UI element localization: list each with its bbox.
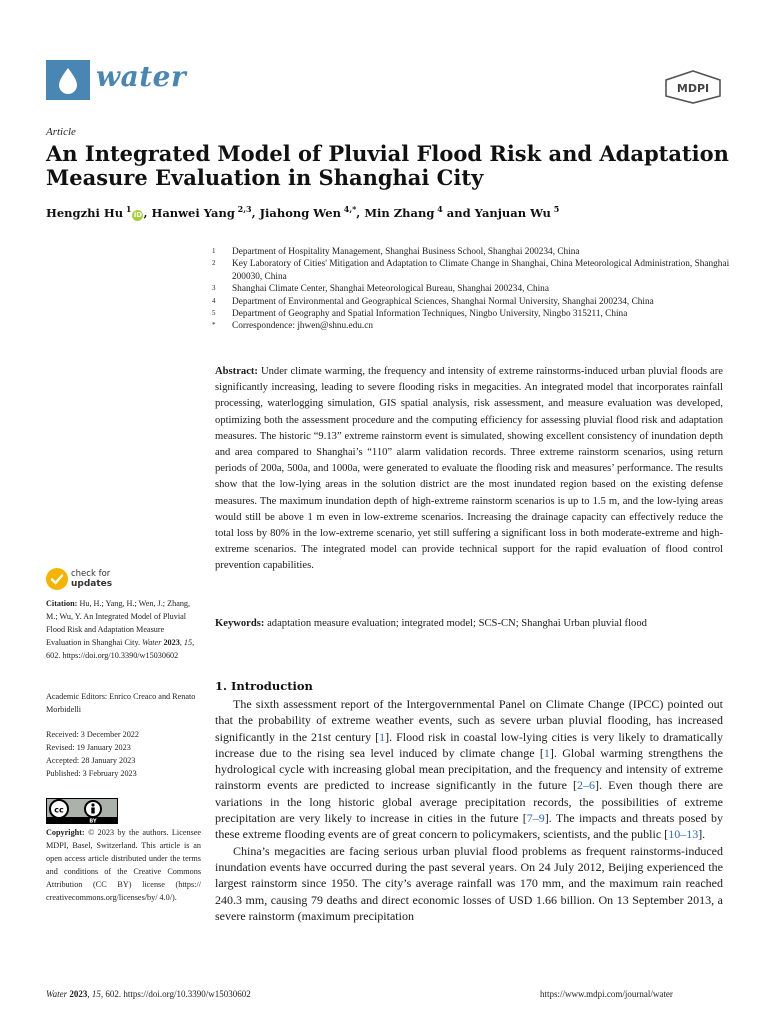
title-line: An Integrated Model of Pluvial Flood Risk and Adaptation [46,141,729,166]
citation-text: Hu, H.; Yang, H.; Wen, J.; Zhang, M.; Wu, Y. An Integrated Model of Pluvial Flood Risk and Adaptation Measure Evaluation in Shanghai City. [46,599,191,647]
abstract-label: Abstract: [215,366,258,377]
copyright-notice [46,826,201,904]
title-line: Measure Evaluation in Shanghai City [46,165,484,190]
citation-volume: 15 [183,638,193,647]
keywords-text: adaptation measure evaluation; integrated model; SCS-CN; Shanghai Urban pluvial flood [267,618,647,629]
citation-label: Citation: [46,599,78,608]
publication-dates [46,728,201,780]
affiliation-item [212,320,732,332]
keywords-label: Keywords: [215,618,265,629]
published-date: Published: 3 February 2023 [46,769,137,778]
journal-logo [46,60,90,100]
received-date: Received: 3 December 2022 [46,730,139,739]
citation-year: 2023 [163,638,180,647]
journal-name: water [96,60,187,93]
license-badge-label: BY [89,818,97,824]
copyright-label: Copyright: [46,828,85,837]
accepted-date: Accepted: 28 January 2023 [46,756,136,765]
revised-date: Revised: 19 January 2023 [46,743,131,752]
affiliation-item [212,246,732,258]
article-type: Article [46,126,76,138]
author-name[interactable]: Hengzhi Hu [46,205,124,220]
author-name[interactable]: Jiahong Wen [259,205,341,220]
water-drop-icon [46,60,90,100]
author-affiliation-marker: 4 [434,204,443,214]
footer-year: 2023 [69,989,88,999]
affiliation-number: 3 [212,284,216,293]
section-heading: 1. Introduction [215,679,313,693]
affiliation-number: 5 [212,309,216,318]
check-updates-line1: check for [71,569,111,579]
affiliations [212,246,732,333]
check-updates-line2: updates [71,579,113,589]
mdpi-label: MDPI [676,82,710,95]
section-body [215,696,723,924]
affiliation-text: Department of Environmental and Geographical Sciences, Shanghai Normal University, Shanghai 200234, China [232,296,654,307]
reference-link[interactable]: 1 [543,745,550,760]
mdpi-logo[interactable] [664,70,722,104]
academic-editors: Academic Editors: Enrico Creaco and Renato Morbidelli [46,692,196,714]
cc-by-license-badge[interactable] [46,798,118,824]
reference-link[interactable]: 10–13 [668,827,699,842]
affiliation-text: Department of Hospitality Management, Shanghai Business School, Shanghai 200234, China [232,247,580,257]
abstract-text: Under climate warming, the frequency and intensity of extreme rainstorms-induced urban pluvial floods are significantly increasing, leading to severe flooding risks in megacities. An integrated model that incorporates rainfall processing, waterlogging simulation, GIS spatial analysis, risk assessment, and measure evaluation was developed, optimizing both the assessment procedure and the computing efficiency for assessing pluvial flood risk and adaptation measures. The historic “9.13” extreme rainstorm event is simulated, showing excellent consistency of inundation depth and area compared to Shanghai’s “110” alarm validation records. Three extreme rainstorm scenarios, using return periods of 200a, 500a, and 1000a, were generated to evaluate the flooding risk and measures’ performance. The results show that the low-lying areas in the solution district are the most inundated region based on the existing defense measures. The maximum inundation depth of high-extreme rainstorm scenarios is up to 1.5 m, and the low-lying areas would still be above 1 m even in low-extreme scenarios. Increasing the drainage capacity can effectively reduce the total loss by 80% in the low-extreme scenario, yet still suffering a significant loss in both moderate-extreme and high-extreme scenarios. The integrated model can provide technical support for the rapid evaluation of flood control prevention capabilities. [215,366,723,572]
check-updates-icon [46,568,68,590]
affiliation-item [212,258,732,283]
affiliation-number: 1 [212,247,216,255]
affiliation-number: 2 [212,259,216,268]
affiliation-text: Department of Geography and Spatial Information Techniques, Ningbo University, Ningbo 315211, China [232,309,628,320]
affiliation-item [212,283,732,295]
copyright-text: © 2023 by the authors. Licensee MDPI, Basel, Switzerland. This article is an open access article distributed under the terms and conditions of the Creative Commons Attribution (CC BY) license (https:// creativecommons.org/licenses/by/ 4.0/). [46,828,202,902]
citation-doi[interactable]: , 602. https://doi.org/10.3390/w15030602 [46,638,195,660]
affiliation-text: Correspondence: jhwen@shnu.edu.cn [232,321,374,332]
footer-doi[interactable]: , 602. https://doi.org/10.3390/w15030602 [100,989,251,999]
author-affiliation-marker: 2,3 [234,204,252,214]
article-title [46,141,729,190]
check-updates-label [71,569,112,589]
author-affiliation-marker: 1 [123,204,132,214]
author-affiliation-marker: 4,* [340,204,357,214]
abstract [215,364,723,575]
svg-text:cc: cc [54,805,64,815]
affiliation-item [212,296,732,308]
footer-journal-url[interactable]: https://www.mdpi.com/journal/water [540,989,673,999]
footer-journal: Water [46,989,68,999]
author-list: Hengzhi Hu $^1$iD, Hanwei Yang $^{2,3}$, Jiahong Wen $^{4,*}$, Min Zhang $^4$ and Yanjuan Wu $^5$ [46,204,560,220]
paragraph: The sixth assessment report of the Intergovernmental Panel on Climate Change (IPCC) pointed out that the probability of extreme weather events, such as severe urban pluvial flooding, has increased significantly in the 21st century [1]. Flood risk in coastal low-lying cities is very likely to dramatically increase due to the rising sea level induced by climate change [1]. Global warming strengthens the hydrological cycle with increasing global mean precipitation, and the frequency and intensity of extreme rainstorm events are predicted to increase significantly in the future [2–6]. Even though there are variations in the long historic global average precipitation records, the possibilities of extreme precipitation are very likely to increase in cities in the future [7–9]. The impacts and threats posed by these extreme flooding events are of great concern to policymakers, scientists, and the public [10–13]. [215,697,724,842]
affiliation-number: * [212,321,216,330]
affiliation-item [212,308,732,320]
reference-link[interactable]: 2–6 [577,778,596,793]
affiliation-text: Shanghai Climate Center, Shanghai Meteorological Bureau, Shanghai 200234, China [232,284,549,295]
orcid-icon[interactable]: iD [133,210,143,219]
affiliation-text: Key Laboratory of Cities' Mitigation and Adaptation to Climate Change in Shanghai, China Meteorological Administration, Shanghai 200030, China [232,259,730,282]
author-affiliation-marker: 5 [550,204,560,214]
author-name[interactable]: Yanjuan Wu [474,205,551,220]
reference-link[interactable]: 1 [379,729,386,744]
paragraph: China’s megacities are facing serious urban pluvial flood problems as frequent rainstorms-induced inundation events have occurred during the past several years. On 24 July 2012, Beijing experienced the largest rainstorm since 1950. The city’s average rainfall was 170 mm, and the maximum rain reached 240.3 mm, causing 79 deaths and direct economic losses of USD 1.66 billion. On 13 September 2013, a severe rainstorm (maximum precipitation [215,843,723,923]
keywords [215,617,735,631]
author-name[interactable]: Hanwei Yang [151,205,235,220]
affiliation-number: 4 [212,296,216,305]
citation-journal: Water [142,638,162,647]
check-for-updates-button[interactable] [46,568,186,594]
reference-link[interactable]: 7–9 [526,811,545,826]
author-name[interactable]: Min Zhang [364,205,435,220]
citation-block: Citation: Hu, H.; Yang, H.; Wen, J.; Zhang, M.; Wu, Y. An Integrated Model of Pluvial Flood Risk and Adaptation Measure Evaluation in Shanghai City. Water 2023, 15, 602. https://doi.org/10.3390/w15030602 [46,599,195,660]
footer-citation: Water 2023, 15, 602. https://doi.org/10.3390/w15030602 [46,989,251,999]
footer-volume: 15 [91,989,101,999]
